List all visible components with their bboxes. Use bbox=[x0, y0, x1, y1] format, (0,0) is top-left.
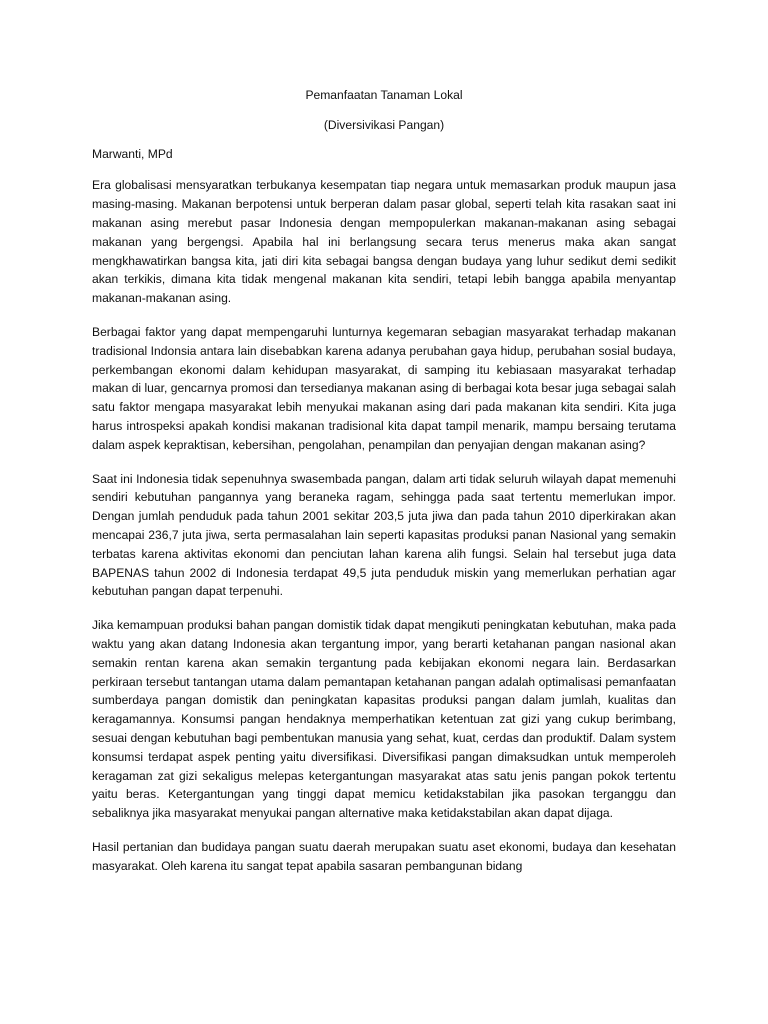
document-subtitle: (Diversivikasi Pangan) bbox=[323, 117, 445, 132]
paragraph-3: Saat ini Indonesia tidak sepenuhnya swasembada pangan, dalam arti tidak seluruh wilayah dapat memenuhi sendiri kebutuhan pangannya yang beraneka ragam, sehingga pada saat tertentu memerlukan impor. Dengan jumlah penduduk pada tahun 2001 sekitar 203,5 juta jiwa dan pada tahun 2010 diperkirakan akan mencapai 236,7 juta jiwa, serta permasalahan lain seperti kapasitas produksi panan Nasional yang semakin terbatas karena aktivitas ekonomi dan penciutan lahan karena alih fungsi. Selain hal tersebut juga data BAPENAS tahun 2002 di Indonesia terdapat 49,5 juta penduduk miskin yang memerlukan perhatian agar kebutuhan pangan dapat terpenuhi. bbox=[92, 471, 676, 599]
paragraph-4: Jika kemampuan produksi bahan pangan domistik tidak dapat mengikuti peningkatan kebutuhan, maka pada waktu yang akan datang Indonesia akan tergantung impor, yang berarti ketahanan pangan nasional akan semakin rentan karena akan semakin tergantung pada kebijakan ekonomi negara lain. Berdasarkan perkiraan tersebut tantangan utama dalam pemantapan ketahanan pangan adalah optimalisasi pemanfaatan sumberdaya pangan domistik dan peningkatan kapasitas produksi pangan dalam jumlah, kualitas dan keragamannya. Konsumsi pangan hendaknya memperhatikan ketentuan zat gizi yang cukup berimbang, sesuai dengan kebutuhan bagi pembentukan manusia yang sehat, kuat, cerdas dan produktif. Dalam system konsumsi terdapat aspek penting yaitu diversifikasi. Diversifikasi pangan dimaksudkan untuk memperoleh keragaman zat gizi sekaligus melepas ketergantungan masyarakat atas satu jenis pangan pokok tertentu yaitu beras. Ketergantungan yang tinggi dapat memicu ketidakstabilan jika pasokan terganggu dan sebaliknya jika masyarakat menyukai pangan alternative maka ketidakstabilan akan dapat dijaga. bbox=[92, 618, 676, 821]
paragraph-1: Era globalisasi mensyaratkan terbukanya kesempatan tiap negara untuk memasarkan produk maupun jasa masing-masing. Makanan berpotensi untuk berperan dalam pasar global, seperti telah kita rasakan saat ini makanan asing merebut pasar Indonesia dengan mempopulerkan makanan-makanan asing sebagai makanan yang bergengsi. Apabila hal ini berlangsung secara terus menerus maka akan sangat mengkhawatirkan bangsa kita, jati diri kita sebagai bangsa dengan budaya yang luhur sedikut demi sedikit akan terkikis, dimana kita tidak mengenal makanan kita sendiri, tetapi lebih bangga apabila menyantap makanan-makanan asing. bbox=[92, 178, 676, 306]
paragraph-5: Hasil pertanian dan budidaya pangan suatu daerah merupakan suatu aset ekonomi, budaya dan kesehatan masyarakat. Oleh karena itu sangat tepat apabila sasaran pembangunan bidang bbox=[92, 839, 676, 873]
document-title: Pemanfaatan Tanaman Lokal bbox=[305, 88, 463, 102]
paragraph-2: Berbagai faktor yang dapat mempengaruhi lunturnya kegemaran sebagian masyarakat terhadap makanan tradisional Indonsia antara lain disebabkan karena adanya perubahan gaya hidup, perubahan sosial budaya, perkembangan ekonomi dalam kehidupan masyarakat, di samping itu kebiasaan masyarakat terhadap makan di luar, gencarnya promosi dan tersedianya makanan asing di berbagai kota besar juga sebagai salah satu faktor mengapa masyarakat lebih menyukai makanan asing dari pada makanan kita sendiri. Kita juga harus introspeksi apakah kondisi makanan tradisional kita dapat tampil menarik, mampu bersaing terutama dalam aspek kepraktisan, kebersihan, pengolahan, penampilan dan penyajian dengan makanan asing? bbox=[92, 324, 676, 452]
document-author: Marwanti, MPd bbox=[92, 146, 173, 161]
